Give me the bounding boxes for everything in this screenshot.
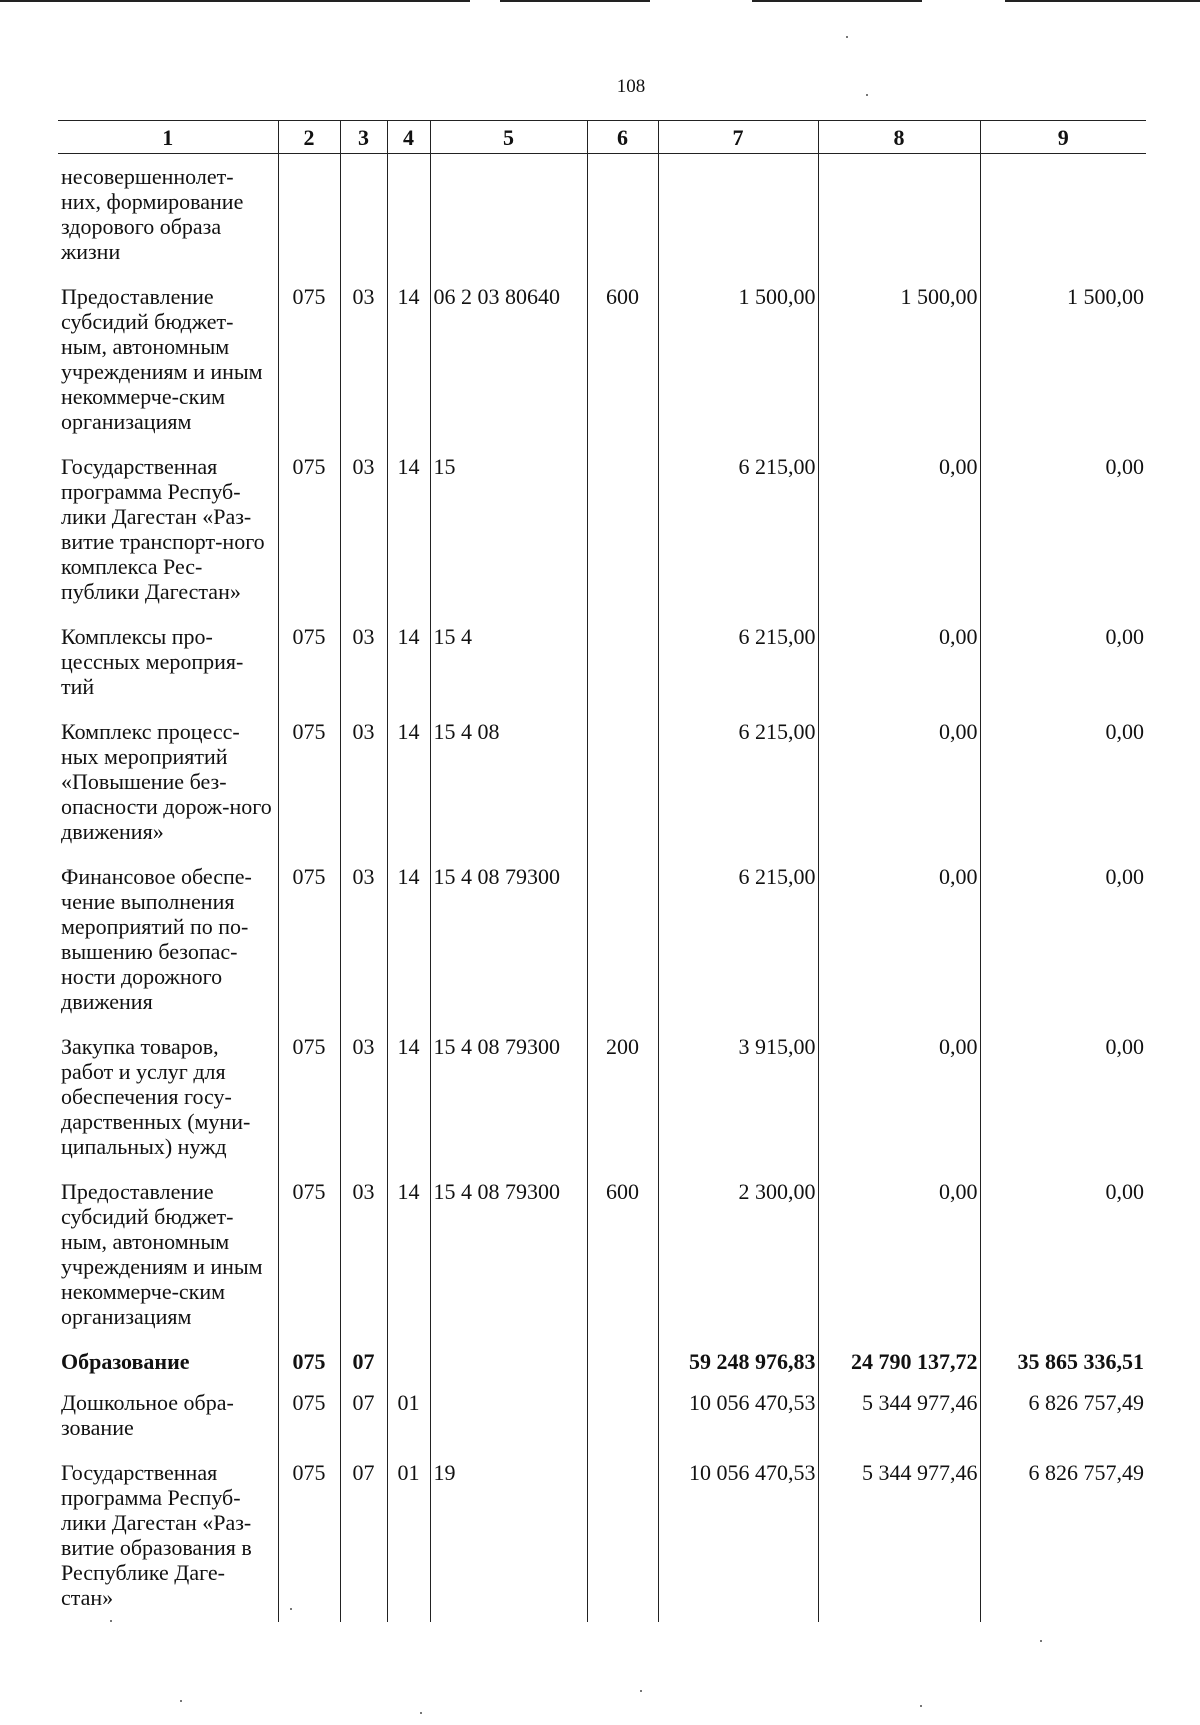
row-description: Образование <box>61 1349 190 1374</box>
cell-expense-type <box>587 446 658 616</box>
header-col-5: 5 <box>430 121 587 154</box>
cell-section: 07 <box>340 1382 387 1452</box>
cell-amount-col9: 0,00 <box>980 711 1146 856</box>
top-rule-1 <box>0 0 470 2</box>
table-row <box>58 276 1146 446</box>
scan-speck <box>180 1700 182 1702</box>
top-rule-3 <box>752 0 922 2</box>
row-description: Закупка товаров, работ и услуг для обеспечения госу-дарственных (муни-ципальных) нужд <box>61 1034 251 1159</box>
cell-expense-type <box>587 856 658 1026</box>
cell-ministry-code: 075 <box>278 856 340 1026</box>
cell-expense-type <box>587 1382 658 1452</box>
header-col-9: 9 <box>980 121 1146 154</box>
cell-subsection: 01 <box>387 1452 430 1622</box>
cell-amount-col8: 5 344 977,46 <box>818 1382 980 1452</box>
cell-amount-col9 <box>980 154 1146 277</box>
row-description: Финансовое обеспе-чение выполнения мероприятий по по-вышению безопас-ности дорожного движения <box>61 864 252 1014</box>
header-col-8: 8 <box>818 121 980 154</box>
table-row <box>58 154 1146 277</box>
row-description: Дошкольное обра-зование <box>61 1390 234 1440</box>
cell-amount-col8 <box>818 154 980 277</box>
cell-expense-type: 600 <box>587 1171 658 1341</box>
cell-section: 03 <box>340 446 387 616</box>
cell-ministry-code <box>278 154 340 277</box>
cell-expense-type <box>587 616 658 711</box>
cell-expense-type <box>587 711 658 856</box>
scan-speck <box>1040 1640 1042 1642</box>
cell-expense-type <box>587 1341 658 1382</box>
cell-subsection: 14 <box>387 616 430 711</box>
row-description: Предоставление субсидий бюджет-ным, автономным учреждениям и иным некоммерче-ским организациям <box>61 284 263 434</box>
cell-amount-col9: 0,00 <box>980 1171 1146 1341</box>
header-col-1: 1 <box>58 121 278 154</box>
cell-subsection: 14 <box>387 711 430 856</box>
row-description: Комплексы про-цессных мероприя-тий <box>61 624 244 699</box>
cell-subsection: 14 <box>387 276 430 446</box>
cell-section: 03 <box>340 276 387 446</box>
cell-amount-col7: 10 056 470,53 <box>658 1452 818 1622</box>
scan-speck <box>290 1608 292 1610</box>
cell-target-article: 06 2 03 80640 <box>430 276 587 446</box>
scan-speck <box>420 1712 422 1714</box>
table-row <box>58 1026 1146 1171</box>
cell-expense-type <box>587 154 658 277</box>
cell-amount-col7: 6 215,00 <box>658 856 818 1026</box>
cell-amount-col8: 1 500,00 <box>818 276 980 446</box>
cell-section: 03 <box>340 1026 387 1171</box>
header-col-7: 7 <box>658 121 818 154</box>
table-row <box>58 1382 1146 1452</box>
cell-amount-col7: 6 215,00 <box>658 616 818 711</box>
cell-ministry-code: 075 <box>278 1382 340 1452</box>
row-description: Комплекс процесс-ных мероприятий «Повышение без-опасности дорож-ного движения» <box>61 719 272 844</box>
cell-amount-col8: 0,00 <box>818 1171 980 1341</box>
cell-subsection <box>387 154 430 277</box>
row-description: Предоставление субсидий бюджет-ным, автономным учреждениям и иным некоммерче-ским организациям <box>61 1179 263 1329</box>
cell-ministry-code: 075 <box>278 1452 340 1622</box>
cell-target-article: 19 <box>430 1452 587 1622</box>
table-row <box>58 616 1146 711</box>
cell-amount-col9: 0,00 <box>980 1026 1146 1171</box>
cell-target-article <box>430 154 587 277</box>
cell-target-article <box>430 1341 587 1382</box>
cell-ministry-code: 075 <box>278 616 340 711</box>
table-row <box>58 446 1146 616</box>
top-rule-2 <box>500 0 650 2</box>
cell-section: 03 <box>340 856 387 1026</box>
cell-amount-col9: 35 865 336,51 <box>980 1341 1146 1382</box>
cell-section: 03 <box>340 711 387 856</box>
cell-target-article <box>430 1382 587 1452</box>
cell-subsection: 14 <box>387 1026 430 1171</box>
cell-section: 03 <box>340 1171 387 1341</box>
scan-speck <box>846 36 848 38</box>
cell-amount-col7: 6 215,00 <box>658 711 818 856</box>
cell-subsection: 14 <box>387 1171 430 1341</box>
table-row-section-total <box>58 1341 1146 1382</box>
cell-amount-col7 <box>658 154 818 277</box>
cell-amount-col9: 0,00 <box>980 856 1146 1026</box>
cell-amount-col7: 3 915,00 <box>658 1026 818 1171</box>
scan-speck <box>640 1690 642 1692</box>
budget-table <box>58 120 1146 1622</box>
cell-amount-col7: 1 500,00 <box>658 276 818 446</box>
cell-subsection <box>387 1341 430 1382</box>
header-col-2: 2 <box>278 121 340 154</box>
cell-target-article: 15 4 08 79300 <box>430 1026 587 1171</box>
header-row <box>58 121 1146 154</box>
table-row <box>58 1171 1146 1341</box>
cell-section <box>340 154 387 277</box>
row-description: несовершеннолет-них, формирование здорового образа жизни <box>61 164 244 264</box>
table-row <box>58 856 1146 1026</box>
cell-ministry-code: 075 <box>278 1171 340 1341</box>
header-col-4: 4 <box>387 121 430 154</box>
cell-expense-type: 600 <box>587 276 658 446</box>
cell-amount-col7: 2 300,00 <box>658 1171 818 1341</box>
cell-amount-col8: 0,00 <box>818 616 980 711</box>
cell-amount-col7: 59 248 976,83 <box>658 1341 818 1382</box>
cell-amount-col8: 0,00 <box>818 446 980 616</box>
cell-expense-type: 200 <box>587 1026 658 1171</box>
scan-speck <box>866 94 868 96</box>
cell-target-article: 15 4 08 79300 <box>430 856 587 1026</box>
scan-speck <box>920 1705 922 1707</box>
cell-target-article: 15 4 08 <box>430 711 587 856</box>
header-col-3: 3 <box>340 121 387 154</box>
row-description: Государственная программа Респуб-лики Дагестан «Раз-витие образования в Республике Даге-стан» <box>61 1460 252 1610</box>
cell-amount-col9: 0,00 <box>980 446 1146 616</box>
cell-target-article: 15 <box>430 446 587 616</box>
cell-subsection: 14 <box>387 446 430 616</box>
cell-amount-col8: 24 790 137,72 <box>818 1341 980 1382</box>
cell-subsection: 14 <box>387 856 430 1026</box>
cell-ministry-code: 075 <box>278 446 340 616</box>
cell-amount-col7: 10 056 470,53 <box>658 1382 818 1452</box>
cell-amount-col9: 6 826 757,49 <box>980 1382 1146 1452</box>
top-rule-4 <box>1005 0 1200 2</box>
cell-amount-col8: 0,00 <box>818 856 980 1026</box>
table-row <box>58 711 1146 856</box>
table-row <box>58 1452 1146 1622</box>
header-col-6: 6 <box>587 121 658 154</box>
cell-amount-col8: 0,00 <box>818 1026 980 1171</box>
cell-ministry-code: 075 <box>278 711 340 856</box>
cell-section: 07 <box>340 1341 387 1382</box>
page-number: 108 <box>616 76 646 97</box>
cell-ministry-code: 075 <box>278 1341 340 1382</box>
cell-subsection: 01 <box>387 1382 430 1452</box>
cell-section: 07 <box>340 1452 387 1622</box>
cell-expense-type <box>587 1452 658 1622</box>
cell-ministry-code: 075 <box>278 276 340 446</box>
cell-amount-col9: 0,00 <box>980 616 1146 711</box>
cell-amount-col8: 0,00 <box>818 711 980 856</box>
cell-section: 03 <box>340 616 387 711</box>
scan-speck <box>110 1620 112 1622</box>
cell-amount-col9: 6 826 757,49 <box>980 1452 1146 1622</box>
cell-amount-col7: 6 215,00 <box>658 446 818 616</box>
cell-ministry-code: 075 <box>278 1026 340 1171</box>
cell-target-article: 15 4 <box>430 616 587 711</box>
cell-target-article: 15 4 08 79300 <box>430 1171 587 1341</box>
row-description: Государственная программа Респуб-лики Дагестан «Раз-витие транспорт-ного комплекса Рес-публики Дагестан» <box>61 454 265 604</box>
cell-amount-col9: 1 500,00 <box>980 276 1146 446</box>
cell-amount-col8: 5 344 977,46 <box>818 1452 980 1622</box>
